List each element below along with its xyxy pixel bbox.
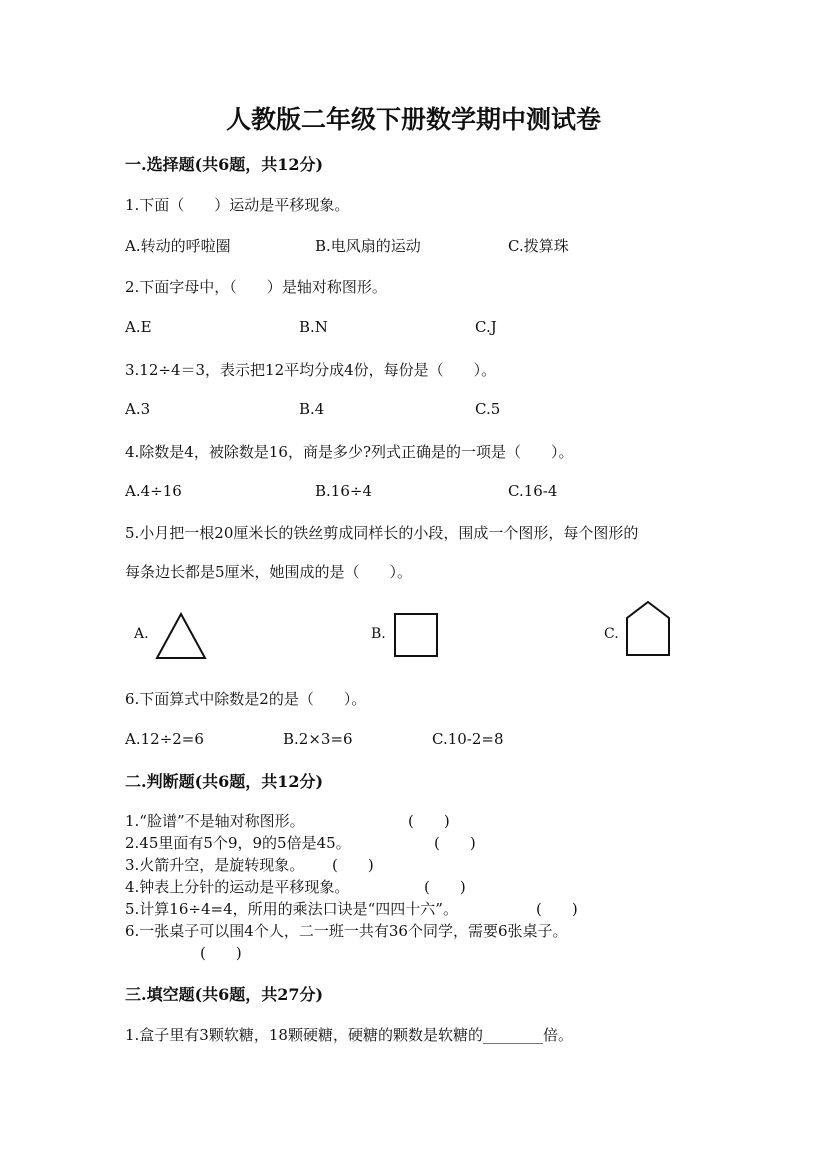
section-heading-fill-blank: 三.填空题(共6题，共27分)	[125, 985, 324, 1004]
section-heading-choice: 一.选择题(共6题，共12分)	[125, 155, 324, 174]
fill-blank-1: 1.盒子里有3颗软糖，18颗硬糖，硬糖的颗数是软糖的________倍。	[125, 1026, 573, 1044]
option-6c: C.10-2=8	[432, 730, 504, 748]
judgement-1: 1.“脸谱”不是轴对称图形。	[125, 812, 305, 830]
question-5-line2: 每条边长都是5厘米，她围成的是（ ）。	[125, 563, 413, 581]
judgement-6: 6.一张桌子可以围4个人，二一班一共有36个同学，需要6张桌子。	[125, 922, 568, 940]
judgement-5-paren: ( )	[536, 900, 578, 918]
square-shape	[393, 612, 439, 658]
judgement-1-paren: ( )	[408, 812, 450, 830]
option-2a: A.E	[125, 318, 152, 336]
judgement-2: 2.45里面有5个9，9的5倍是45。	[125, 834, 351, 852]
option-5c-label: C.	[604, 626, 619, 642]
question-2: 2.下面字母中，（ ）是轴对称图形。	[125, 278, 387, 296]
judgement-3: 3.火箭升空，是旋转现象。	[125, 856, 305, 874]
pentagon-house-shape	[625, 600, 671, 658]
judgement-2-paren: ( )	[434, 834, 476, 852]
option-5a-label: A.	[134, 626, 149, 642]
option-6b: B.2×3=6	[283, 730, 353, 748]
section-heading-judgement: 二.判断题(共6题，共12分)	[125, 772, 324, 791]
option-2c: C.J	[475, 318, 497, 336]
triangle-shape	[155, 612, 207, 660]
option-4b: B.16÷4	[315, 482, 372, 500]
judgement-6-paren: ( )	[200, 944, 242, 962]
option-4c: C.16-4	[508, 482, 558, 500]
option-3c: C.5	[475, 400, 501, 418]
page-title: 人教版二年级下册数学期中测试卷	[225, 105, 601, 134]
option-5b-label: B.	[371, 626, 386, 642]
judgement-4: 4.钟表上分针的运动是平移现象。	[125, 878, 350, 896]
option-2b: B.N	[299, 318, 328, 336]
option-3a: A.3	[125, 400, 151, 418]
question-5-line1: 5.小月把一根20厘米长的铁丝剪成同样长的小段，围成一个图形，每个图形的	[125, 524, 639, 542]
question-4: 4.除数是4，被除数是16，商是多少?列式正确是的一项是（ ）。	[125, 443, 574, 461]
question-1: 1.下面（ ）运动是平移现象。	[125, 196, 350, 214]
option-4a: A.4÷16	[125, 482, 182, 500]
question-3: 3.12÷4＝3，表示把12平均分成4份，每份是（ ）。	[125, 361, 497, 379]
question-6: 6.下面算式中除数是2的是（ ）。	[125, 690, 367, 708]
judgement-4-paren: ( )	[424, 878, 466, 896]
judgement-5: 5.计算16÷4=4，所用的乘法口诀是“四四十六”。	[125, 900, 458, 918]
judgement-3-paren: ( )	[332, 856, 374, 874]
option-6a: A.12÷2=6	[125, 730, 204, 748]
option-1a: A.转动的呼啦圈	[125, 237, 231, 255]
option-1c: C.拨算珠	[508, 237, 569, 255]
option-3b: B.4	[299, 400, 325, 418]
option-1b: B.电风扇的运动	[315, 237, 421, 255]
